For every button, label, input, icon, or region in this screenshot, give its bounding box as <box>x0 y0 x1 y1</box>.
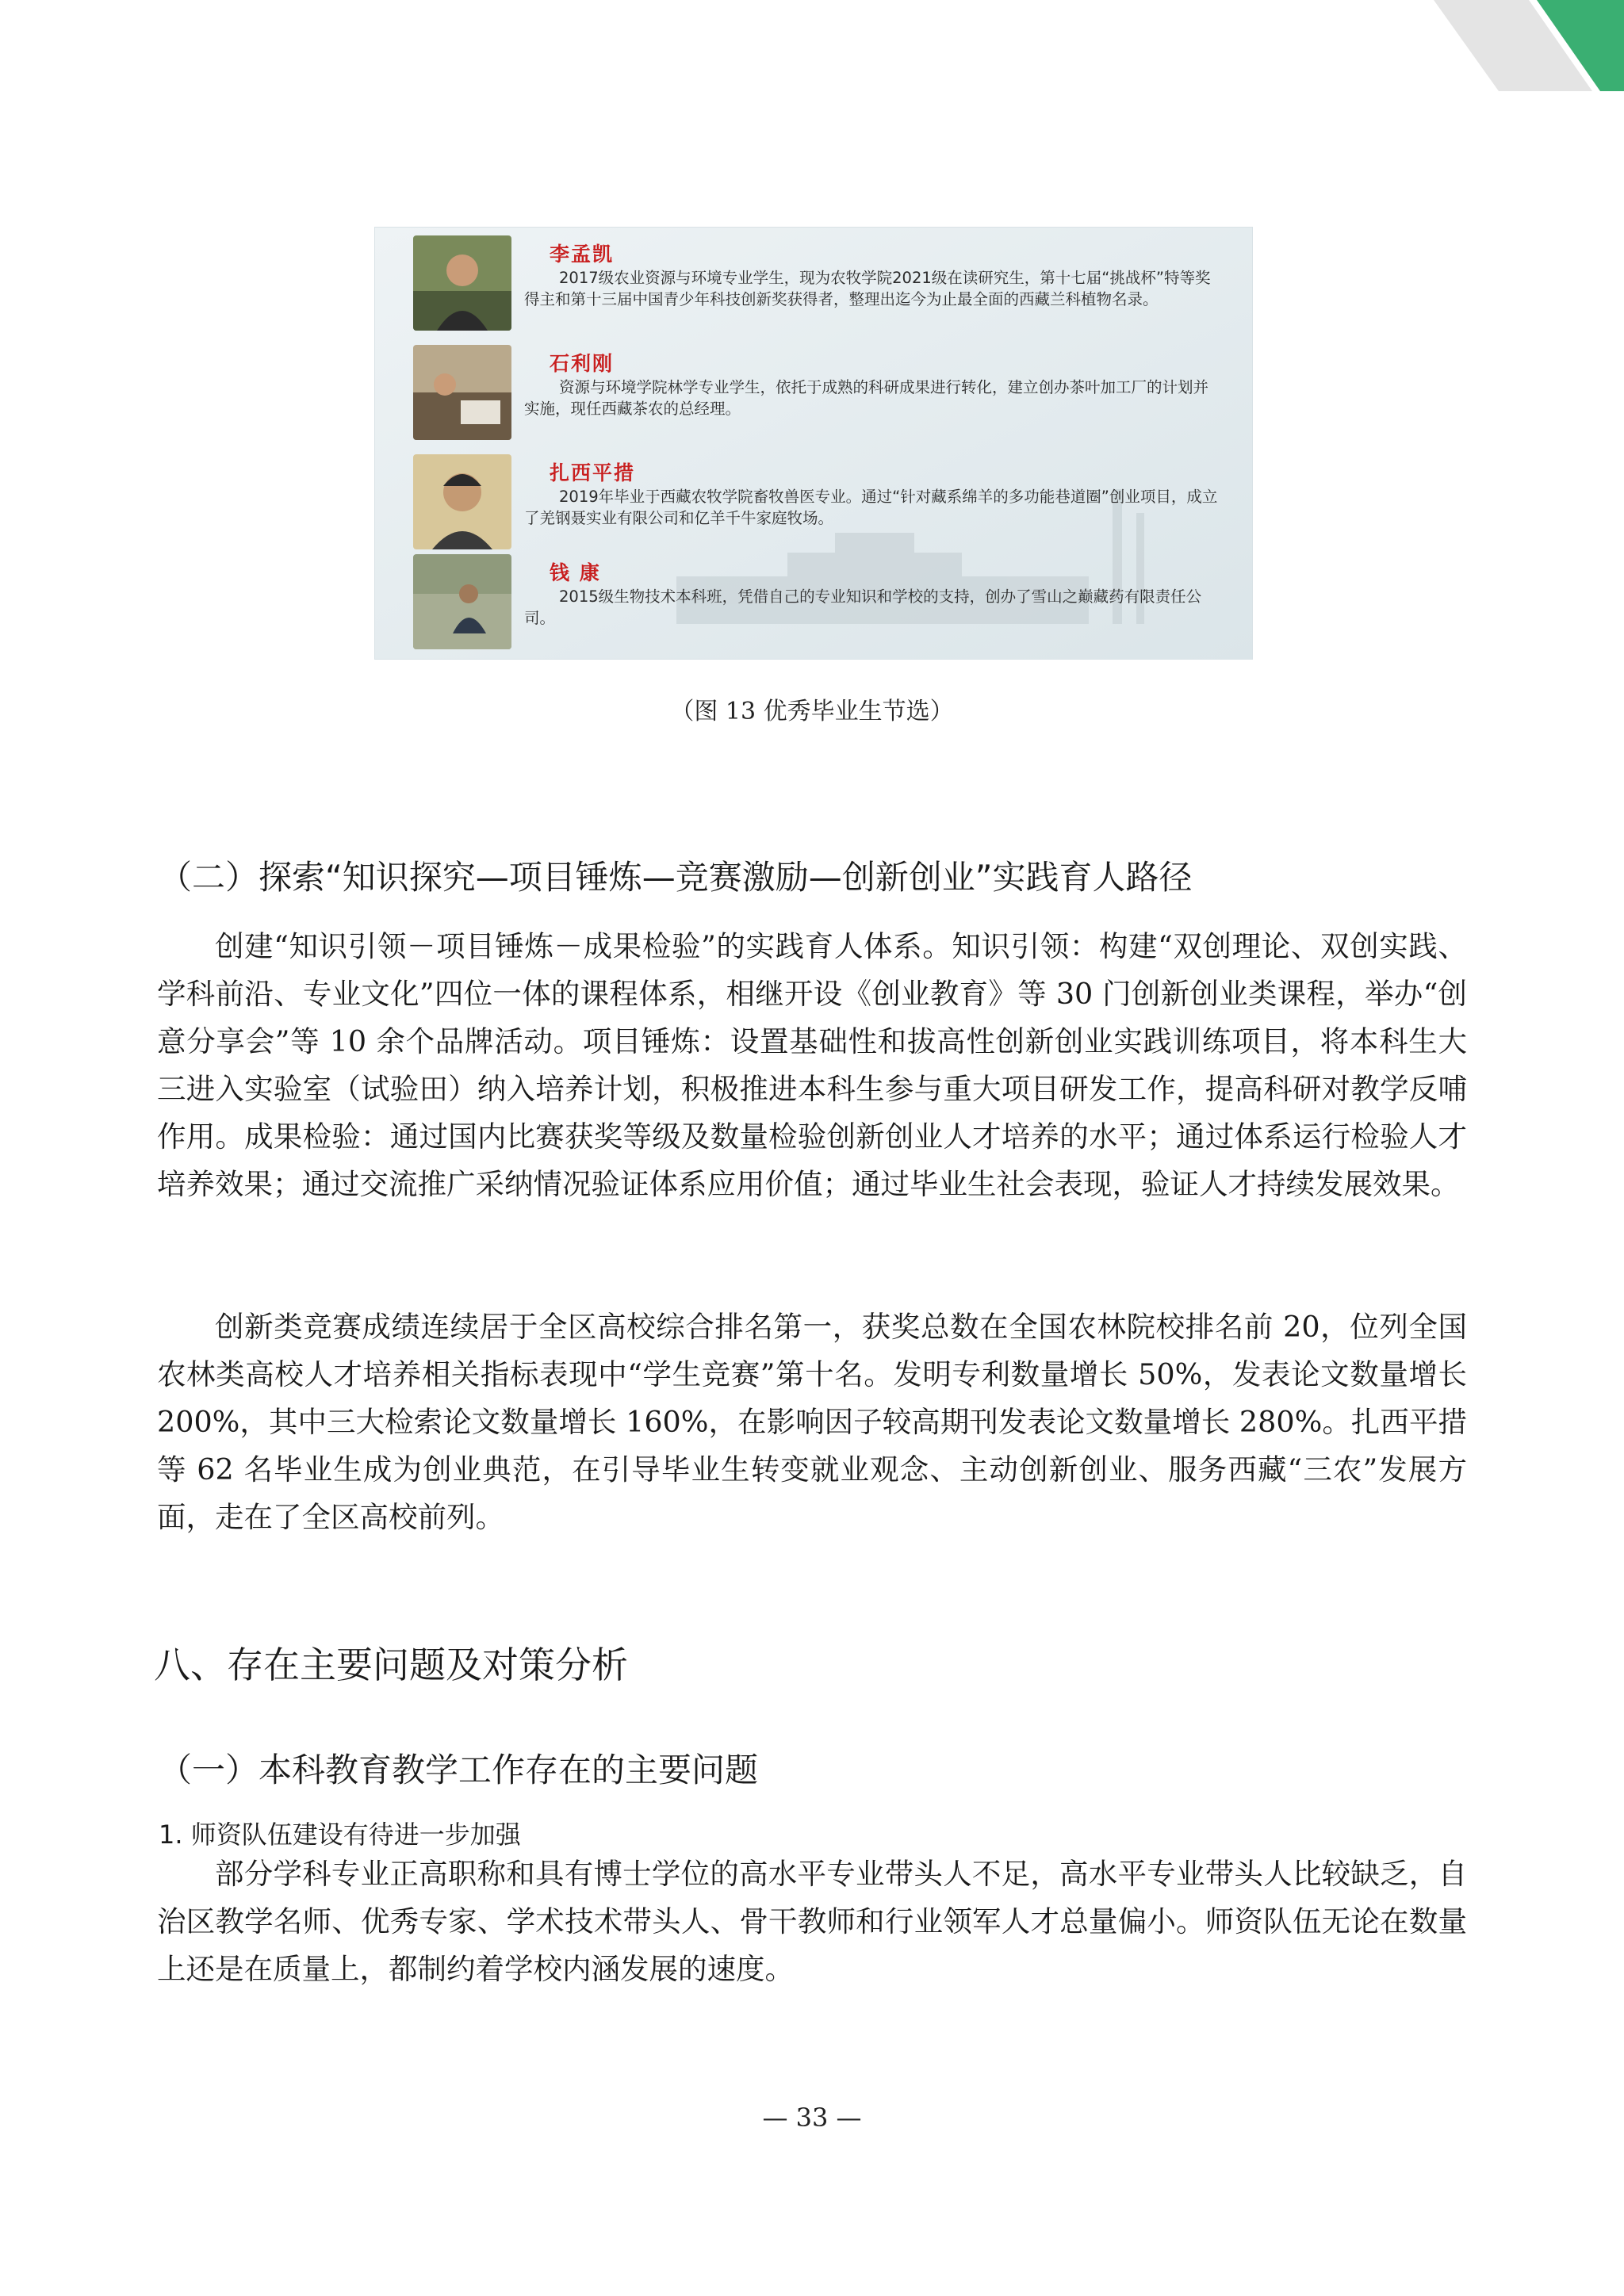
page-number: — 33 — <box>762 2103 862 2133</box>
graduate-photo <box>413 345 511 440</box>
graduate-name: 钱 康 <box>550 561 601 584</box>
graduate-description: 资源与环境学院林学专业学生，依托于成熟的科研成果进行转化，建立创办茶叶加工厂的计划并实施，现任西藏茶农的总经理。 <box>524 378 1209 418</box>
body-paragraph: 创建“知识引领－项目锤炼－成果检验”的实践育人体系。知识引领：构建“双创理论、双创实践、学科前沿、专业文化”四位一体的课程体系，相继开设《创业教育》等 30 门创新创业类课程，举办“创意分享会”等 10 余个品牌活动。项目锤炼：设置基础性和拔高性创新创业实践训练项目，将本科生大三进入实验室（试验田）纳入培养计划，积极推进本科生参与重大项目研发工作，提高科研对教学反哺作用。成果检验：通过国内比赛获奖等级及数量检验创新创业人才培养的水平；通过体系运行检验人才培养效果；通过交流推广采纳情况验证体系应用价值；通过毕业生社会表现，验证人才持续发展效果。 <box>157 929 1467 1201</box>
graduate-entry <box>413 345 1222 440</box>
graduates-figure <box>374 227 1253 660</box>
graduate-photo <box>413 554 511 649</box>
subsection-heading: （一）本科教育教学工作存在的主要问题 <box>159 1751 759 1789</box>
figure-caption: （图 13 优秀毕业生节选） <box>670 698 954 725</box>
graduate-name: 李孟凯 <box>550 243 615 266</box>
section-heading: （二）探索“知识探究—项目锤炼—竞赛激励—创新创业”实践育人路径 <box>159 858 1193 897</box>
body-paragraph: 创新类竞赛成绩连续居于全区高校综合排名第一，获奖总数在全国农林院校排名前 20，位列全国农林类高校人才培养相关指标表现中“学生竞赛”第十名。发明专利数量增长 50%，发表论文数量增长 200%，其中三大检索论文数量增长 160%，在影响因子较高期刊发表论文数量增长 280%。扎西平措等 62 名毕业生成为创业典范，在引导毕业生转变就业观念、主动创新创业、服务西藏“三农”发展方面，走在了全区高校前列。 <box>157 1310 1467 1534</box>
graduate-entry <box>413 554 1222 649</box>
graduate-entry <box>413 454 1222 549</box>
corner-decoration <box>1291 0 1624 91</box>
graduate-entry <box>413 235 1222 331</box>
graduate-photo <box>413 235 511 331</box>
graduate-description: 2019年毕业于西藏农牧学院畜牧兽医专业。通过“针对藏系绵羊的多功能巷道圈”创业项目，成立了羌钢聂实业有限公司和亿羊千牛家庭牧场。 <box>524 488 1218 527</box>
graduate-name: 扎西平措 <box>550 461 636 484</box>
graduate-photo <box>413 454 511 549</box>
body-paragraph: 部分学科专业正高职称和具有博士学位的高水平专业带头人不足，高水平专业带头人比较缺乏，自治区教学名师、优秀专家、学术技术带头人、骨干教师和行业领军人才总量偏小。师资队伍无论在数量上还是在质量上，都制约着学校内涵发展的速度。 <box>157 1857 1467 1986</box>
chapter-heading: 八、存在主要问题及对策分析 <box>154 1644 628 1686</box>
graduate-description: 2017级农业资源与环境专业学生，现为农牧学院2021级在读研究生，第十七届“挑战杯”特等奖得主和第十三届中国青少年科技创新奖获得者，整理出迄今为止最全面的西藏兰科植物名录。 <box>524 269 1211 308</box>
graduate-description: 2015级生物技术本科班，凭借自己的专业知识和学校的支持，创办了雪山之巅藏药有限责任公司。 <box>524 587 1202 627</box>
item-heading: 1. 师资队伍建设有待进一步加强 <box>159 1820 521 1850</box>
graduate-name: 石利刚 <box>550 352 615 375</box>
